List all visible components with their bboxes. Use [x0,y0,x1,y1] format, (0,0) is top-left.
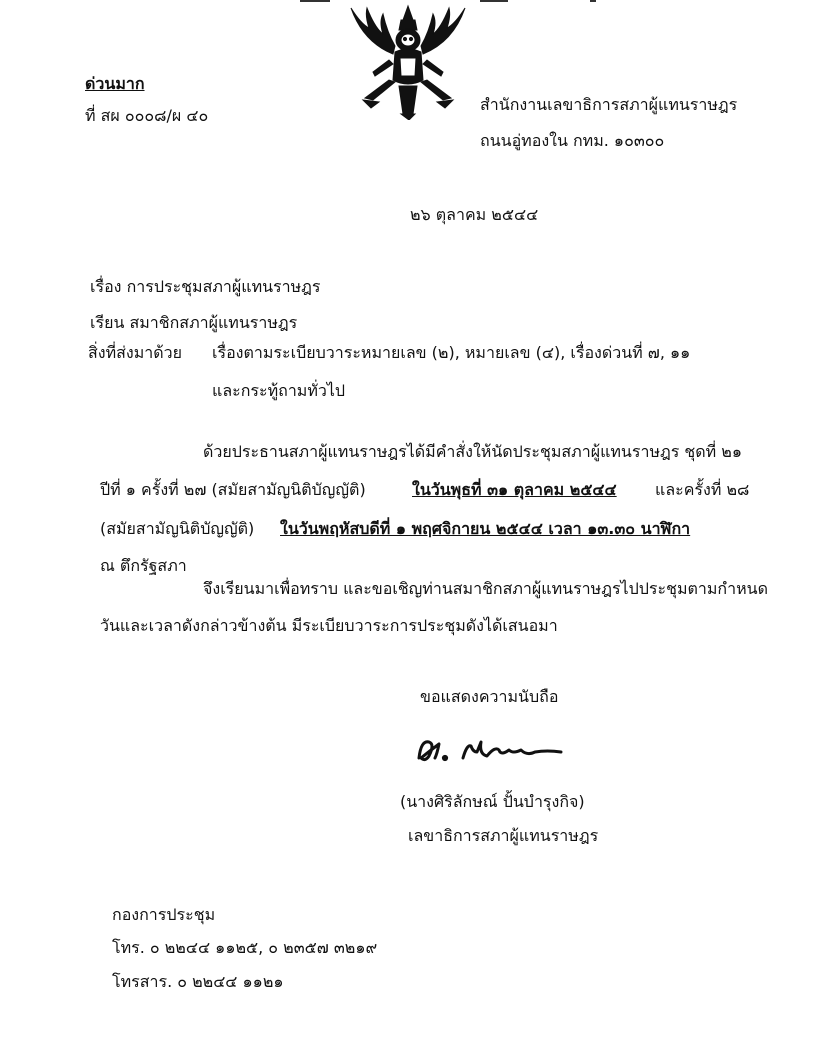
department-name: กองการประชุม [112,905,216,924]
letter-date: ๒๖ ตุลาคม ๒๕๔๔ [410,205,539,224]
office-address: ถนนอู่ทองใน กทม. ๑๐๓๐๐ [480,131,665,150]
phone-numbers: โทร. ๐ ๒๒๔๔ ๑๑๒๕, ๐ ๒๓๕๗ ๓๒๑๙ [112,938,378,957]
body-paragraph-2-line-1: จึงเรียนมาเพื่อทราบ และขอเชิญท่านสมาชิกสภาผู้แทนราษฎรไปประชุมตามกำหนด [203,579,768,598]
body-paragraph-2-line-2: วันและเวลาดังกล่าวข้างต้น มีระเบียบวาระการประชุมดังได้เสนอมา [100,616,558,635]
enclosure-line-1: เรื่องตามระเบียบวาระหมายเลข (๒), หมายเลข (๔), เรื่องด่วนที่ ๗, ๑๑ [212,343,691,362]
body-paragraph-1-line-1: ด้วยประธานสภาผู้แทนราษฎรได้มีคำสั่งให้นัดประชุมสภาผู้แทนราษฎร ชุดที่ ๒๑ [203,442,742,461]
signer-title: เลขาธิการสภาผู้แทนราษฎร [408,826,599,845]
body-paragraph-1-line-2c: และครั้งที่ ๒๘ [655,480,750,499]
urgency-label: ด่วนมาก [85,74,145,93]
garuda-emblem-icon [343,2,473,120]
enclosure-label: สิ่งที่ส่งมาด้วย [88,343,182,362]
signer-name: (นางศิริลักษณ์ ปั้นบำรุงกิจ) [400,792,585,811]
body-paragraph-1-line-3a: (สมัยสามัญนิติบัญญัติ) [100,519,255,538]
body-paragraph-1-line-2a: ปีที่ ๑ ครั้งที่ ๒๗ (สมัยสามัญนิติบัญญัติ) [100,480,366,499]
reference-number: ที่ สผ ๐๐๐๘/ผ ๔๐ [85,106,209,125]
meeting-date-27: ในวันพุธที่ ๓๑ ตุลาคม ๒๕๔๔ [412,480,617,499]
subject-line: เรื่อง การประชุมสภาผู้แทนราษฎร [90,277,321,296]
closing-salutation: ขอแสดงความนับถือ [420,687,559,706]
meeting-date-28: ในวันพฤหัสบดีที่ ๑ พฤศจิกายน ๒๕๔๔ เวลา ๑๓.๓๐ นาฬิกา [280,519,691,538]
office-name: สำนักงานเลขาธิการสภาผู้แทนราษฎร [480,95,738,114]
recipient-line: เรียน สมาชิกสภาผู้แทนราษฎร [90,313,298,332]
fax-number: โทรสาร. ๐ ๒๒๔๔ ๑๑๒๑ [112,972,284,991]
handwritten-signature [415,732,565,766]
enclosure-line-2: และกระทู้ถามทั่วไป [212,381,346,400]
meeting-venue: ณ ตึกรัฐสภา [100,556,187,575]
